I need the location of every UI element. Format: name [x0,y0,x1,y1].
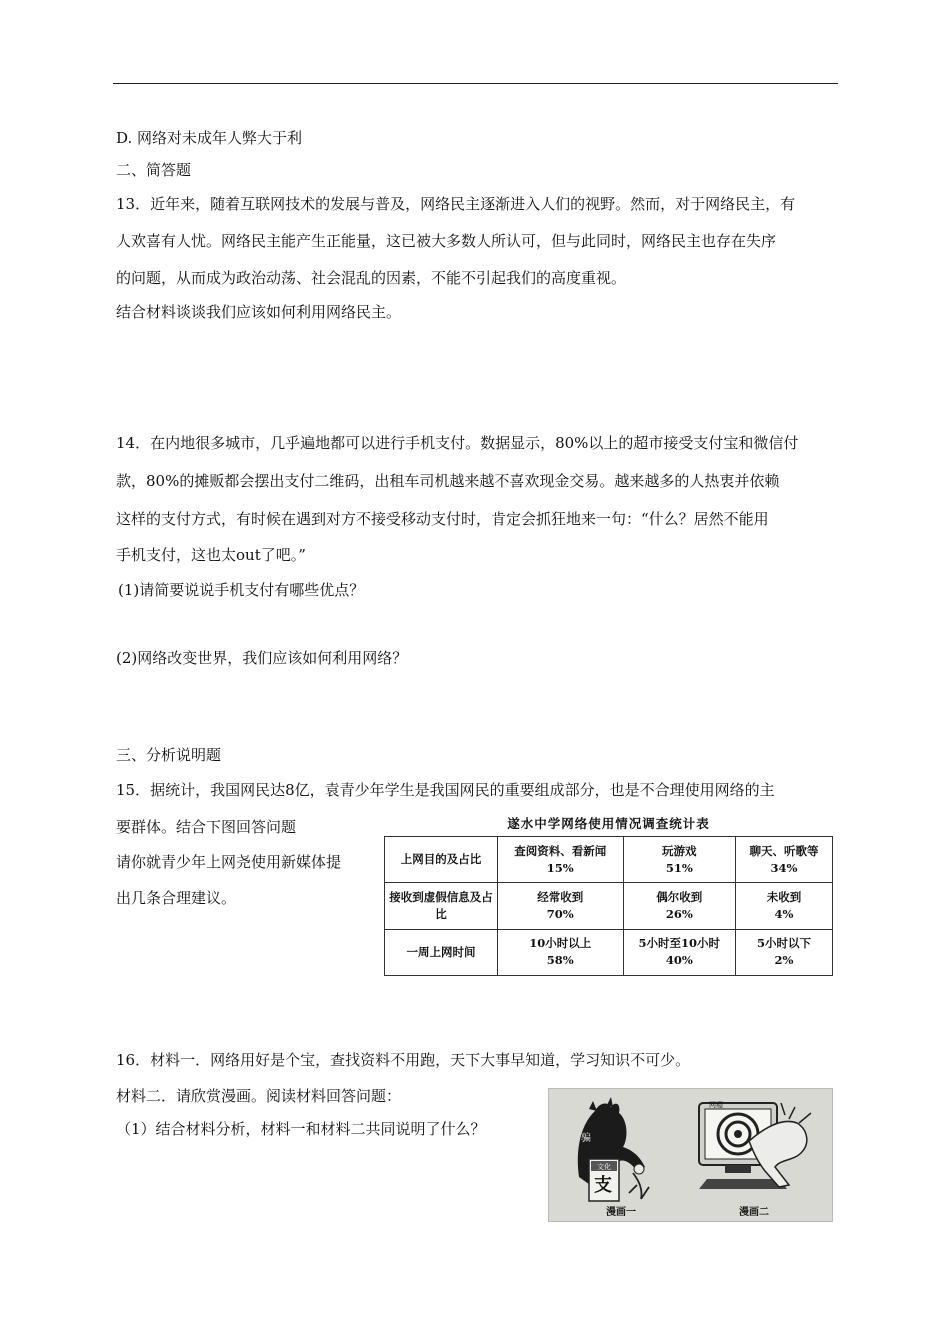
cell-category: 查阅资料、看新闻 [514,843,607,858]
survey-table-title: 遂水中学网络使用情况调查统计表 [507,816,710,831]
cell-percent: 34% [770,860,798,875]
table-cell [498,929,624,975]
cartoon-image [548,1088,833,1222]
q14-line1: 14．在内地很多城市，几乎遍地都可以进行手机支付。数据显示，80%以上的超市接受支付宝和微信付 [116,434,799,452]
cell-category: 偶尔收到 [656,889,703,904]
section-title-analysis: 三、分析说明题 [116,746,222,764]
table-row [385,837,833,883]
sign-label: 骗 [581,1133,591,1144]
screen-label: 网瘾 [709,1101,723,1109]
header-rule [113,83,838,84]
q14-line3: 这样的支付方式，有时候在遇到对方不接受移动支付时，肯定会抓狂地来一句：“什么？居然不能用 [116,510,769,528]
book-label: 文化 [597,1163,611,1171]
table-cell [498,883,624,929]
cell-percent: 15% [546,860,574,875]
cartoon-two-computer [699,1100,811,1189]
cell-percent: 51% [665,860,693,875]
svg-text:支: 支 [594,1175,612,1196]
option-d: D. 网络对未成年人弊大于利 [116,129,303,147]
q13-line2: 人欢喜有人忧。网络民主能产生正能量，这已被大多数人所认可，但与此同时，网络民主也存在失序 [116,232,777,250]
cell-percent: 58% [546,953,574,968]
cell-percent: 26% [665,906,693,921]
q16-line2: 材料二．请欣赏漫画。阅读材料回答问题： [116,1087,402,1105]
cell-category: 经常收到 [537,889,584,904]
q14-line2: 款，80%的摊贩都会摆出支付二维码，出租车司机越来越不喜欢现金交易。越来越多的人热衷并依赖 [116,472,780,490]
row-label: 上网目的及占比 [385,837,498,883]
row-label: 接收到虚假信息及占比 [385,883,498,929]
cartoon-one-figure [578,1097,649,1201]
cell-category: 5小时以下 [757,936,812,951]
q15-line1: 15．据统计，我国网民达8亿，袁青少年学生是我国网民的重要组成部分，也是不合理使用网络的主 [116,781,775,799]
q13-line3: 的问题，从而成为政治动荡、社会混乱的因素，不能不引起我们的高度重视。 [116,269,627,287]
cell-category: 5小时至10小时 [638,936,721,951]
cell-percent: 70% [546,906,574,921]
q15-line4: 出几条合理建议。 [116,889,237,907]
row-label: 一周上网时间 [385,929,498,975]
cell-category: 10小时以上 [529,936,592,951]
cell-percent: 2% [774,953,794,968]
q13-question: 结合材料谈谈我们应该如何利用网络民主。 [116,303,402,321]
survey-table [384,836,833,976]
q14-sub2: (2)网络改变世界，我们应该如何利用网络？ [116,649,408,667]
table-cell [623,929,736,975]
table-cell [623,837,736,883]
table-row [385,883,833,929]
q16-line1: 16．材料一．网络用好是个宝，查找资料不用跑，天下大事早知道，学习知识不可少。 [116,1051,691,1069]
q15-line3: 请你就青少年上网尧使用新媒体提 [116,853,342,871]
q14-sub1: (1)请简要说说手机支付有哪些优点？ [118,581,365,599]
cell-percent: 40% [665,953,693,968]
cell-category: 聊天、听歌等 [749,843,819,858]
cell-category: 玩游戏 [662,843,697,858]
cell-percent: 4% [774,906,794,921]
table-cell [498,837,624,883]
q14-line4: 手机支付，这也太out了吧。” [116,546,306,564]
section-title-short-answer: 二、简答题 [116,161,192,179]
table-cell [736,883,833,929]
cartoon-illustration [549,1089,832,1221]
table-cell [623,883,736,929]
q16-sub1: （1）结合材料分析，材料一和材料二共同说明了什么？ [116,1120,486,1138]
cell-category: 未收到 [766,889,802,904]
table-row [385,929,833,975]
q13-line1: 13．近年来，随着互联网技术的发展与普及，网络民主逐渐进入人们的视野。然而，对于网络民主，有 [116,195,796,213]
q15-line2: 要群体。结合下图回答问题 [116,818,297,836]
table-cell [736,837,833,883]
cartoon-one-caption: 漫画一 [606,1207,636,1218]
table-cell [736,929,833,975]
cartoon-two-caption: 漫画二 [739,1207,769,1218]
